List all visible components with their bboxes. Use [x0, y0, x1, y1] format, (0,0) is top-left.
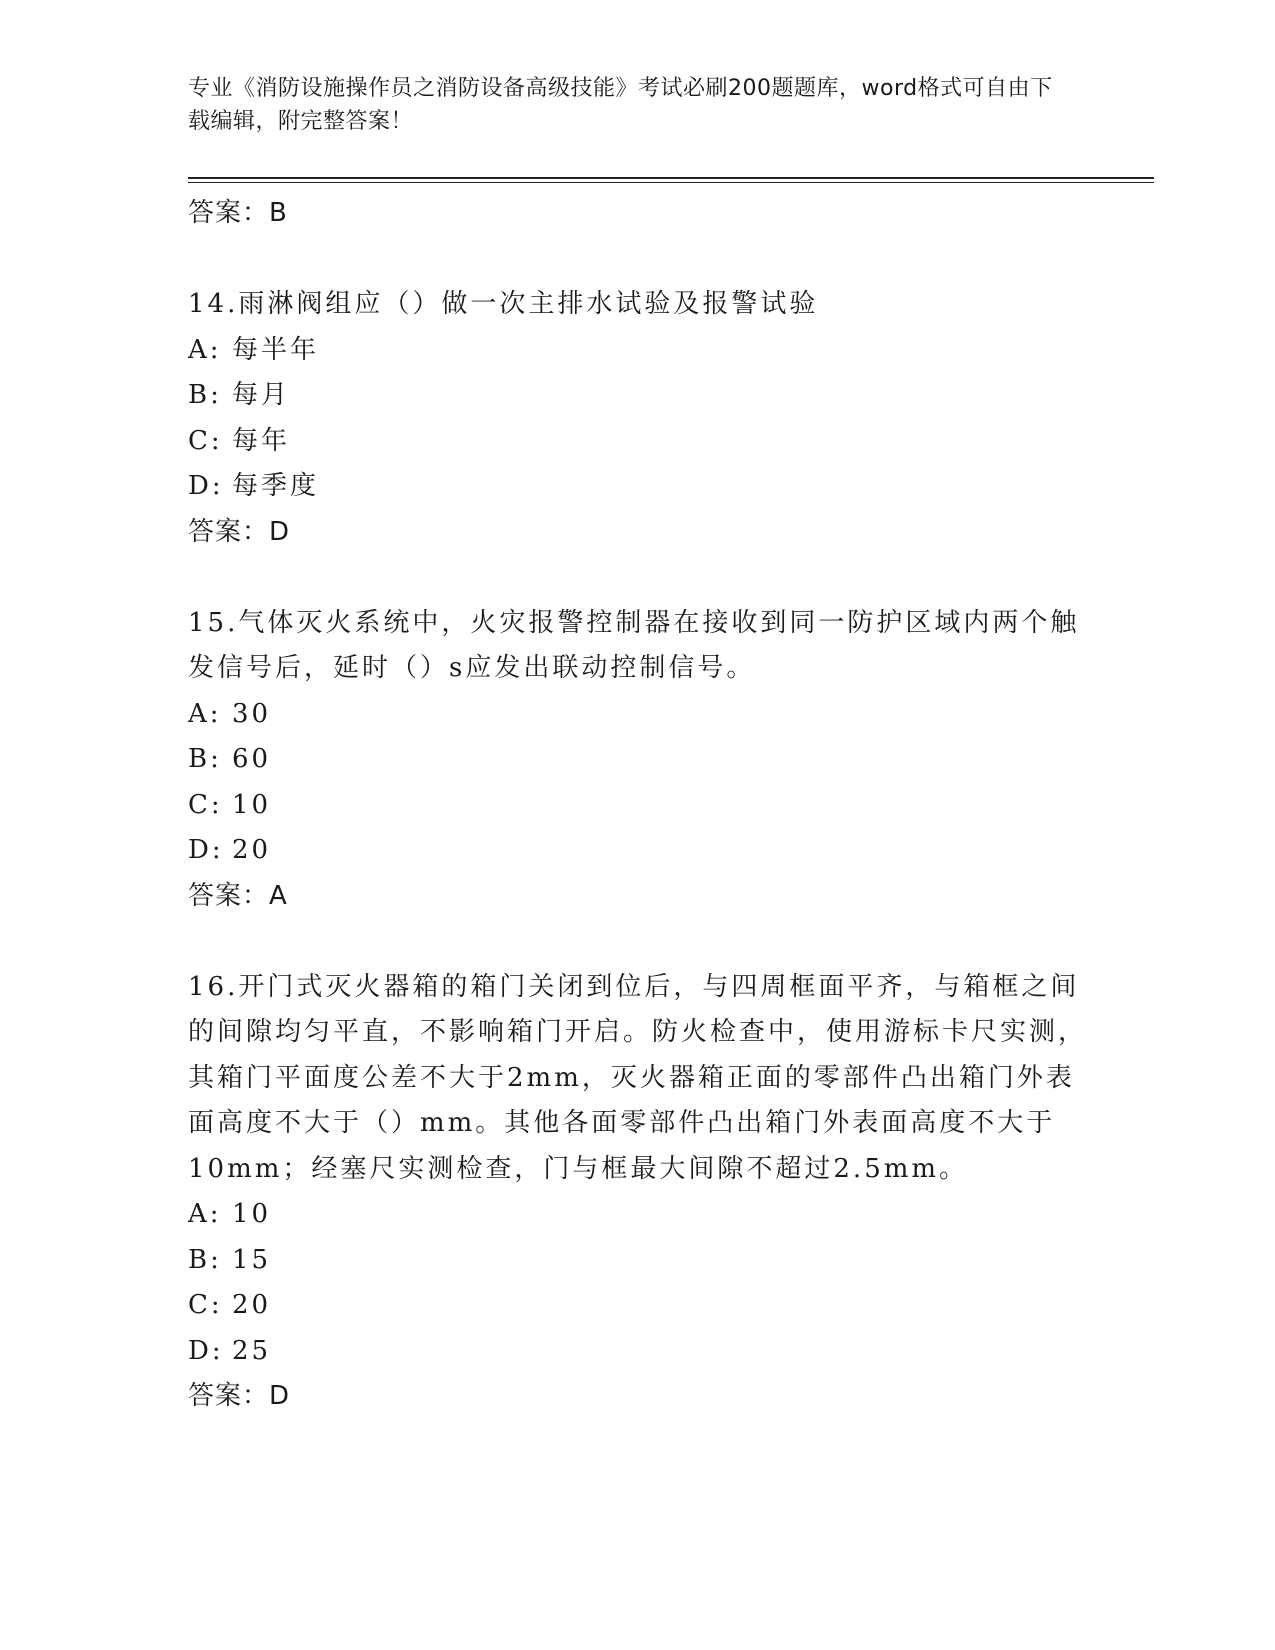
- option-letter: A:: [188, 698, 222, 729]
- option-letter: D:: [188, 1335, 224, 1366]
- option-b: [188, 1238, 1088, 1284]
- option-b: [188, 373, 1088, 419]
- option-c: [188, 783, 1088, 829]
- option-text: 10: [232, 789, 272, 820]
- option-letter: A:: [188, 334, 222, 365]
- option-text: 15: [232, 1244, 272, 1275]
- option-text: 25: [232, 1335, 272, 1366]
- option-c: [188, 419, 1088, 465]
- option-text: 30: [232, 698, 272, 729]
- option-text: 20: [232, 835, 272, 865]
- option-letter: B:: [188, 744, 222, 774]
- option-text: 60: [232, 744, 272, 774]
- option-a: [188, 692, 1088, 738]
- header-divider-thin: [188, 182, 1154, 183]
- option-d: [188, 1329, 1088, 1375]
- question-15: [188, 601, 1088, 919]
- question-14: [188, 282, 1088, 555]
- option-letter: B:: [188, 380, 222, 410]
- previous-answer: 答案：B: [188, 198, 288, 228]
- option-text: 每年: [232, 425, 291, 456]
- option-text: 每半年: [232, 334, 320, 365]
- question-16: [188, 965, 1088, 1420]
- question-stem: 14.雨淋阀组应（）做一次主排水试验及报警试验: [188, 289, 819, 319]
- option-letter: D:: [188, 471, 224, 501]
- question-stem: 15.气体灭火系统中，火灾报警控制器在接收到同一防护区域内两个触发信号后，延时（）s应发出联动控制信号。: [188, 607, 1080, 683]
- option-a: [188, 1192, 1088, 1238]
- option-letter: A:: [188, 1199, 222, 1229]
- question-answer: 答案：A: [188, 880, 288, 911]
- option-text: 20: [232, 1290, 272, 1320]
- option-text: 10: [232, 1199, 272, 1229]
- option-b: [188, 737, 1088, 783]
- document-header: 专业《消防设施操作员之消防设备高级技能》考试必刷200题题库，word格式可自由下载编辑，附完整答案！: [188, 76, 1053, 134]
- option-letter: C:: [188, 425, 223, 456]
- option-letter: C:: [188, 789, 223, 820]
- question-answer: 答案：D: [188, 1381, 291, 1411]
- option-text: 每月: [232, 380, 291, 410]
- option-d: [188, 464, 1088, 510]
- option-letter: C:: [188, 1290, 223, 1320]
- option-a: [188, 328, 1088, 374]
- option-letter: D:: [188, 835, 224, 865]
- question-list: [188, 191, 1088, 1419]
- header-divider-thick: [188, 177, 1154, 179]
- question-answer: 答案：D: [188, 516, 291, 547]
- option-c: [188, 1283, 1088, 1329]
- option-letter: B:: [188, 1244, 222, 1275]
- option-text: 每季度: [232, 471, 320, 501]
- option-d: [188, 828, 1088, 874]
- question-stem: 16.开门式灭火器箱的箱门关闭到位后，与四周框面平齐，与箱框之间的间隙均匀平直，不影响箱门开启。防火检查中，使用游标卡尺实测，其箱门平面度公差不大于2mm，灭火器箱正面的零部件凸出箱门外表面高度不大于（）mm。其他各面零部件凸出箱门外表面高度不大于10mm；经塞尺实测检查，门与框最大间隙不超过2.5mm。: [188, 971, 1088, 1184]
